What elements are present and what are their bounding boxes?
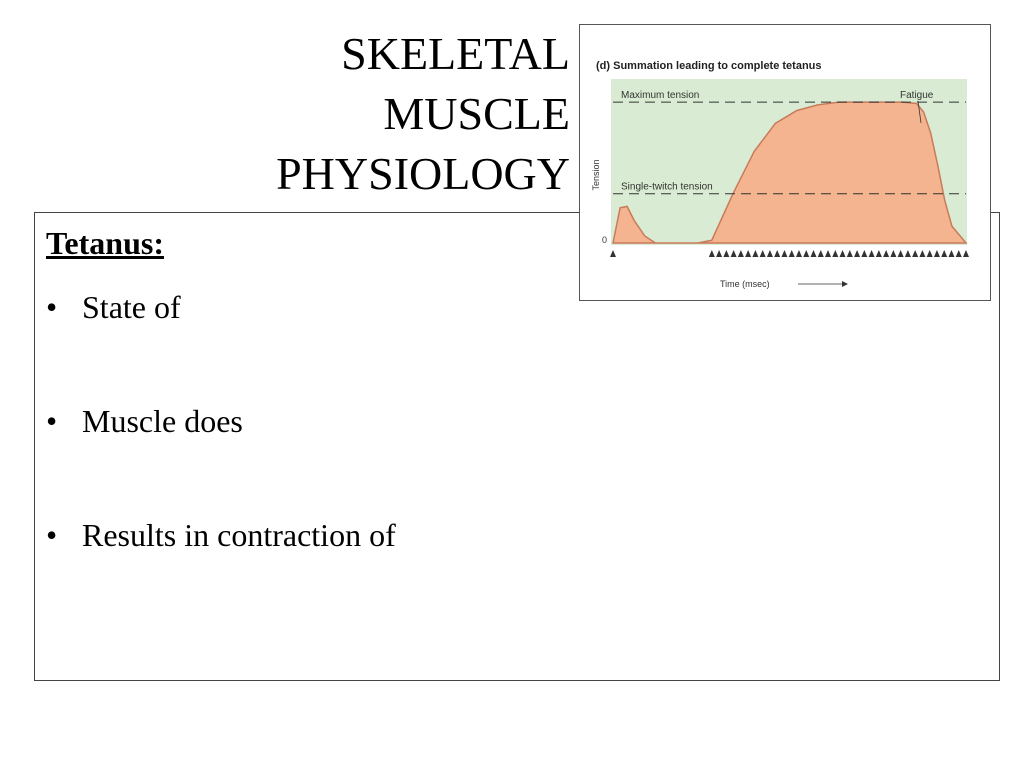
stimulus-marker: [869, 250, 875, 257]
stimulus-marker: [811, 250, 817, 257]
stimulus-marker: [774, 250, 780, 257]
tetanus-figure: [579, 24, 991, 301]
stimulus-marker: [767, 250, 773, 257]
title-line: MUSCLE: [383, 88, 570, 139]
reference-line-label: Maximum tension: [621, 90, 700, 102]
stimulus-marker: [941, 250, 947, 257]
stimulus-marker: [847, 250, 853, 257]
stimulus-marker: [934, 250, 940, 257]
stimulus-marker: [912, 250, 918, 257]
stimulus-marker: [818, 250, 824, 257]
stimulus-marker: [752, 250, 758, 257]
stimulus-marker: [709, 250, 715, 257]
stimulus-marker: [825, 250, 831, 257]
stimulus-marker: [905, 250, 911, 257]
x-axis-label: Time (msec): [720, 279, 770, 289]
stimulus-marker: [610, 250, 616, 257]
y-tick-label: 0: [602, 235, 608, 245]
title-line: SKELETAL: [341, 28, 570, 79]
stimulus-marker: [803, 250, 809, 257]
bullet-item: [46, 517, 396, 554]
title-line: PHYSIOLOGY: [276, 148, 570, 199]
stimulus-marker: [876, 250, 882, 257]
stimulus-marker: [738, 250, 744, 257]
stimulus-marker: [840, 250, 846, 257]
stimulus-marker: [716, 250, 722, 257]
bullet-marker: •: [46, 517, 58, 553]
stimulus-marker: [854, 250, 860, 257]
bullet-item: [46, 289, 181, 326]
stimulus-marker: [919, 250, 925, 257]
stimulus-marker: [948, 250, 954, 257]
stimulus-marker: [760, 250, 766, 257]
bullet-marker: •: [46, 403, 58, 439]
stimulus-marker: [723, 250, 729, 257]
stimulus-marker: [832, 250, 838, 257]
stimulus-marker: [898, 250, 904, 257]
stimulus-marker: [731, 250, 737, 257]
bullet-item: [46, 403, 243, 440]
y-axis-label: Tension: [591, 159, 601, 191]
stimulus-marker: [781, 250, 787, 257]
bullet-text: Muscle does: [82, 403, 243, 439]
x-axis-arrowhead: [842, 281, 848, 287]
stimulus-marker: [927, 250, 933, 257]
stimulus-marker: [789, 250, 795, 257]
content-heading: Tetanus:: [46, 225, 164, 261]
bullet-marker: •: [46, 289, 58, 325]
stimulus-marker: [890, 250, 896, 257]
stimulus-marker: [963, 250, 969, 257]
fatigue-annotation: Fatigue: [900, 90, 934, 101]
stimulus-marker: [796, 250, 802, 257]
stimulus-marker: [883, 250, 889, 257]
reference-line-label: Single-twitch tension: [621, 181, 713, 193]
stimulus-marker: [956, 250, 962, 257]
tetanus-chart: [580, 25, 990, 300]
stimulus-marker: [745, 250, 751, 257]
bullet-text: State of: [82, 289, 181, 325]
stimulus-marker: [861, 250, 867, 257]
chart-title: (d) Summation leading to complete tetanus: [596, 60, 822, 72]
slide-title: [276, 24, 570, 204]
bullet-text: Results in contraction of: [82, 517, 396, 553]
